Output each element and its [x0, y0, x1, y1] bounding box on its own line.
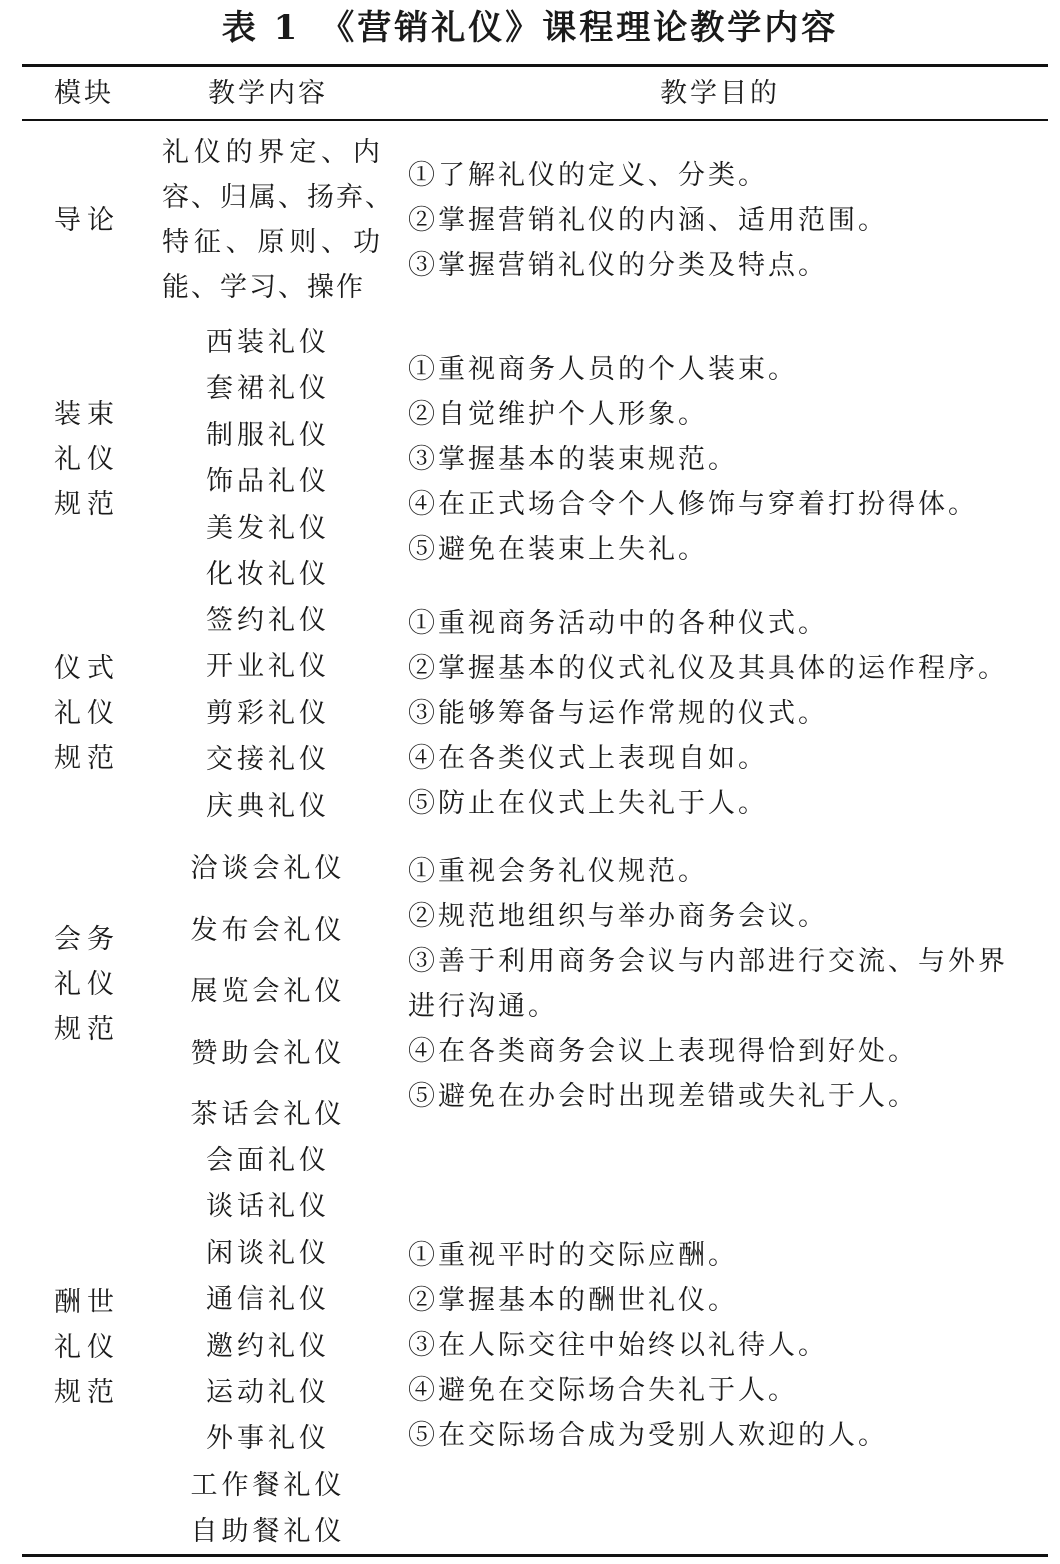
module-line: 规范 [54, 1377, 120, 1408]
goal-line: ⑤避免在办会时出现差错或失礼于人。 [408, 1081, 918, 1112]
row-module-ceremony [54, 646, 120, 781]
module-line: 导论 [54, 205, 120, 236]
content-item: 签约礼仪 [206, 605, 330, 636]
header-goal: 教学目的 [660, 78, 780, 109]
goal-line: ④在各类商务会议上表现得恰到好处。 [408, 1036, 918, 1067]
content-item: 庆典礼仪 [206, 790, 330, 822]
module-line: 规范 [54, 1014, 120, 1045]
content-item: 西装礼仪 [206, 327, 330, 358]
row-goals-social [408, 1233, 888, 1458]
goal-line: ②掌握营销礼仪的内涵、适用范围。 [408, 205, 888, 236]
goal-line: ⑤在交际场合成为受别人欢迎的人。 [408, 1420, 888, 1451]
content-item: 会面礼仪 [206, 1145, 330, 1176]
table-bottom-rule [22, 1554, 1048, 1557]
content-item: 闲谈礼仪 [206, 1237, 330, 1269]
content-item: 化妆礼仪 [206, 559, 330, 591]
goal-line: ③在人际交往中始终以礼待人。 [408, 1330, 828, 1361]
row-content-intro [162, 130, 394, 310]
content-item: 赞助会礼仪 [190, 1037, 346, 1069]
content-item: 外事礼仪 [206, 1423, 330, 1455]
goal-line: ③善于利用商务会议与内部进行交流、与外界 [408, 946, 1008, 977]
content-item: 自助餐礼仪 [190, 1516, 346, 1548]
module-line: 规范 [54, 743, 120, 774]
module-line: 礼仪 [54, 444, 120, 475]
module-line: 礼仪 [54, 698, 120, 729]
content-line: 特征、原则、功 [162, 227, 382, 258]
goal-line: 进行沟通。 [408, 991, 558, 1022]
goal-line: ③掌握营销礼仪的分类及特点。 [408, 250, 828, 281]
row-content-ceremony [160, 598, 376, 830]
row-goals-ceremony [408, 601, 1008, 826]
content-line: 容、归属、扬弃、 [162, 182, 394, 213]
goal-line: ④在各类仪式上表现自如。 [408, 743, 768, 774]
content-item: 剪彩礼仪 [206, 697, 330, 729]
content-item: 运动礼仪 [206, 1377, 330, 1409]
table-title: 表 1 《营销礼仪》课程理论教学内容 [221, 8, 839, 48]
goal-line: ①重视商务人员的个人装束。 [408, 354, 798, 385]
module-line: 礼仪 [54, 1332, 120, 1363]
goal-line: ①重视会务礼仪规范。 [408, 856, 708, 887]
content-item: 谈话礼仪 [206, 1191, 330, 1223]
content-item: 交接礼仪 [206, 744, 330, 776]
content-item: 展览会礼仪 [190, 976, 346, 1008]
row-goals-conference [408, 849, 1008, 1119]
table-header-rule [22, 119, 1048, 121]
goal-line: ①了解礼仪的定义、分类。 [408, 160, 768, 191]
header-module: 模块 [54, 78, 114, 109]
module-line: 仪式 [54, 653, 120, 684]
content-item: 茶话会礼仪 [190, 1099, 346, 1131]
content-item: 洽谈会礼仪 [190, 853, 346, 884]
goal-line: ④在正式场合令个人修饰与穿着打扮得体。 [408, 489, 978, 520]
goal-line: ②规范地组织与举办商务会议。 [408, 901, 828, 932]
goal-line: ⑤避免在装束上失礼。 [408, 534, 708, 565]
content-item: 发布会礼仪 [190, 914, 346, 946]
module-line: 礼仪 [54, 969, 120, 1000]
content-item: 饰品礼仪 [206, 466, 330, 498]
goal-line: ③能够筹备与运作常规的仪式。 [408, 698, 828, 729]
row-module-intro [54, 198, 120, 243]
goal-line: ③掌握基本的装束规范。 [408, 444, 738, 475]
goal-line: ⑤防止在仪式上失礼于人。 [408, 788, 768, 819]
goal-line: ②自觉维护个人形象。 [408, 399, 708, 430]
header-content: 教学内容 [208, 78, 328, 109]
row-content-conference [160, 838, 376, 1146]
goal-line: ②掌握基本的酬世礼仪。 [408, 1285, 738, 1316]
row-content-social [160, 1138, 376, 1556]
content-item: 制服礼仪 [206, 419, 330, 451]
row-module-social [54, 1280, 120, 1415]
table-top-rule [22, 64, 1048, 67]
module-line: 规范 [54, 489, 120, 520]
content-line: 能、学习、操作 [162, 272, 365, 303]
module-line: 会务 [54, 924, 120, 955]
row-content-attire [160, 320, 376, 598]
module-line: 酬世 [54, 1287, 120, 1318]
content-item: 邀约礼仪 [206, 1330, 330, 1362]
goal-line: ①重视商务活动中的各种仪式。 [408, 608, 828, 639]
content-item: 开业礼仪 [206, 651, 330, 683]
row-module-attire [54, 392, 120, 527]
content-item: 套裙礼仪 [206, 373, 330, 405]
module-line: 装束 [54, 399, 120, 430]
goal-line: ①重视平时的交际应酬。 [408, 1240, 738, 1271]
goal-line: ②掌握基本的仪式礼仪及其具体的运作程序。 [408, 653, 1008, 684]
row-module-conference [54, 917, 120, 1052]
content-item: 通信礼仪 [206, 1284, 330, 1316]
goal-line: ④避免在交际场合失礼于人。 [408, 1375, 798, 1406]
content-item: 工作餐礼仪 [190, 1469, 346, 1501]
content-line: 礼仪的界定、内 [162, 137, 382, 168]
row-goals-intro [408, 153, 888, 288]
row-goals-attire [408, 347, 978, 572]
content-item: 美发礼仪 [206, 512, 330, 544]
